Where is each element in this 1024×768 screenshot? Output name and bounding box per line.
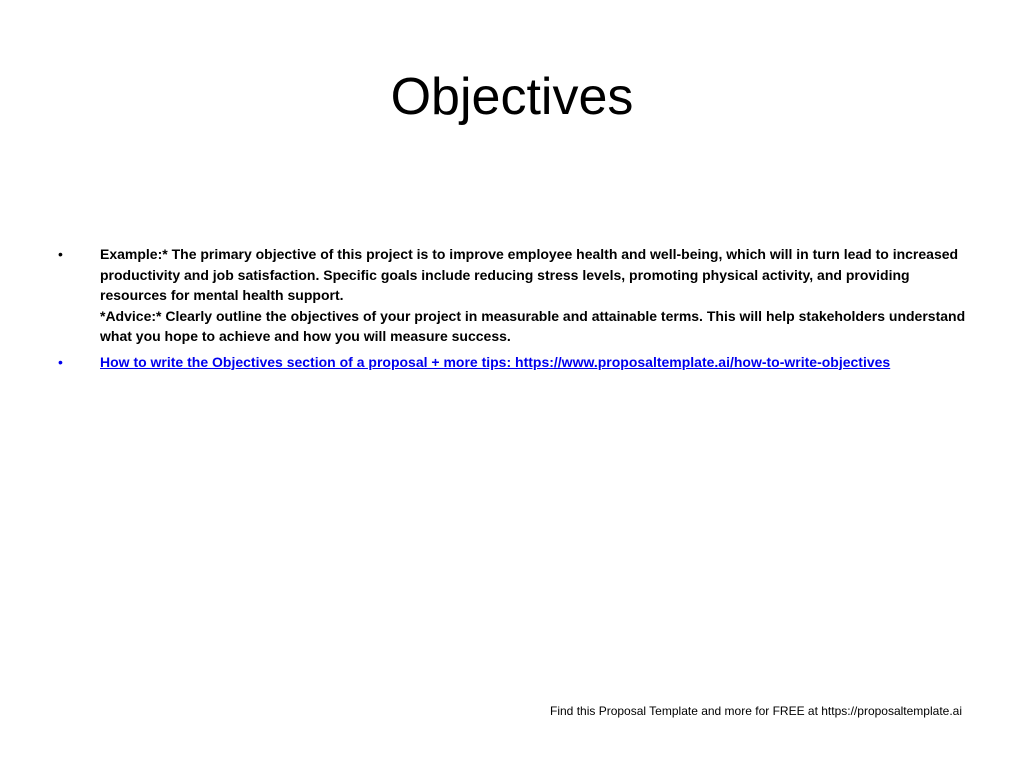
list-item-example [58,244,970,347]
footer-text: Find this Proposal Template and more for FREE at https://proposaltemplate.ai [550,704,962,718]
bullet-icon: • [58,246,63,262]
example-paragraph: Example:* The primary objective of this project is to improve employee health and well-being, which will in turn lead to increased productivity and job satisfaction. Specific goals include reducing stress levels, promoting physical activity, and providing resources for mental health support. [100,246,959,303]
bullet-text [100,352,970,373]
bullet-list [58,244,970,377]
bullet-text [100,244,970,347]
bullet-icon: • [58,353,63,370]
slide-title: Objectives [390,68,634,126]
objectives-tips-link[interactable]: How to write the Objectives section of a proposal + more tips: https://www.proposaltemplate.ai/how-to-write-objectives [100,353,891,370]
advice-paragraph: *Advice:* Clearly outline the objectives of your project in measurable and attainable terms. This will help stakeholders understand what you hope to achieve and how you will measure success. [100,307,966,344]
list-item-link [58,352,970,373]
